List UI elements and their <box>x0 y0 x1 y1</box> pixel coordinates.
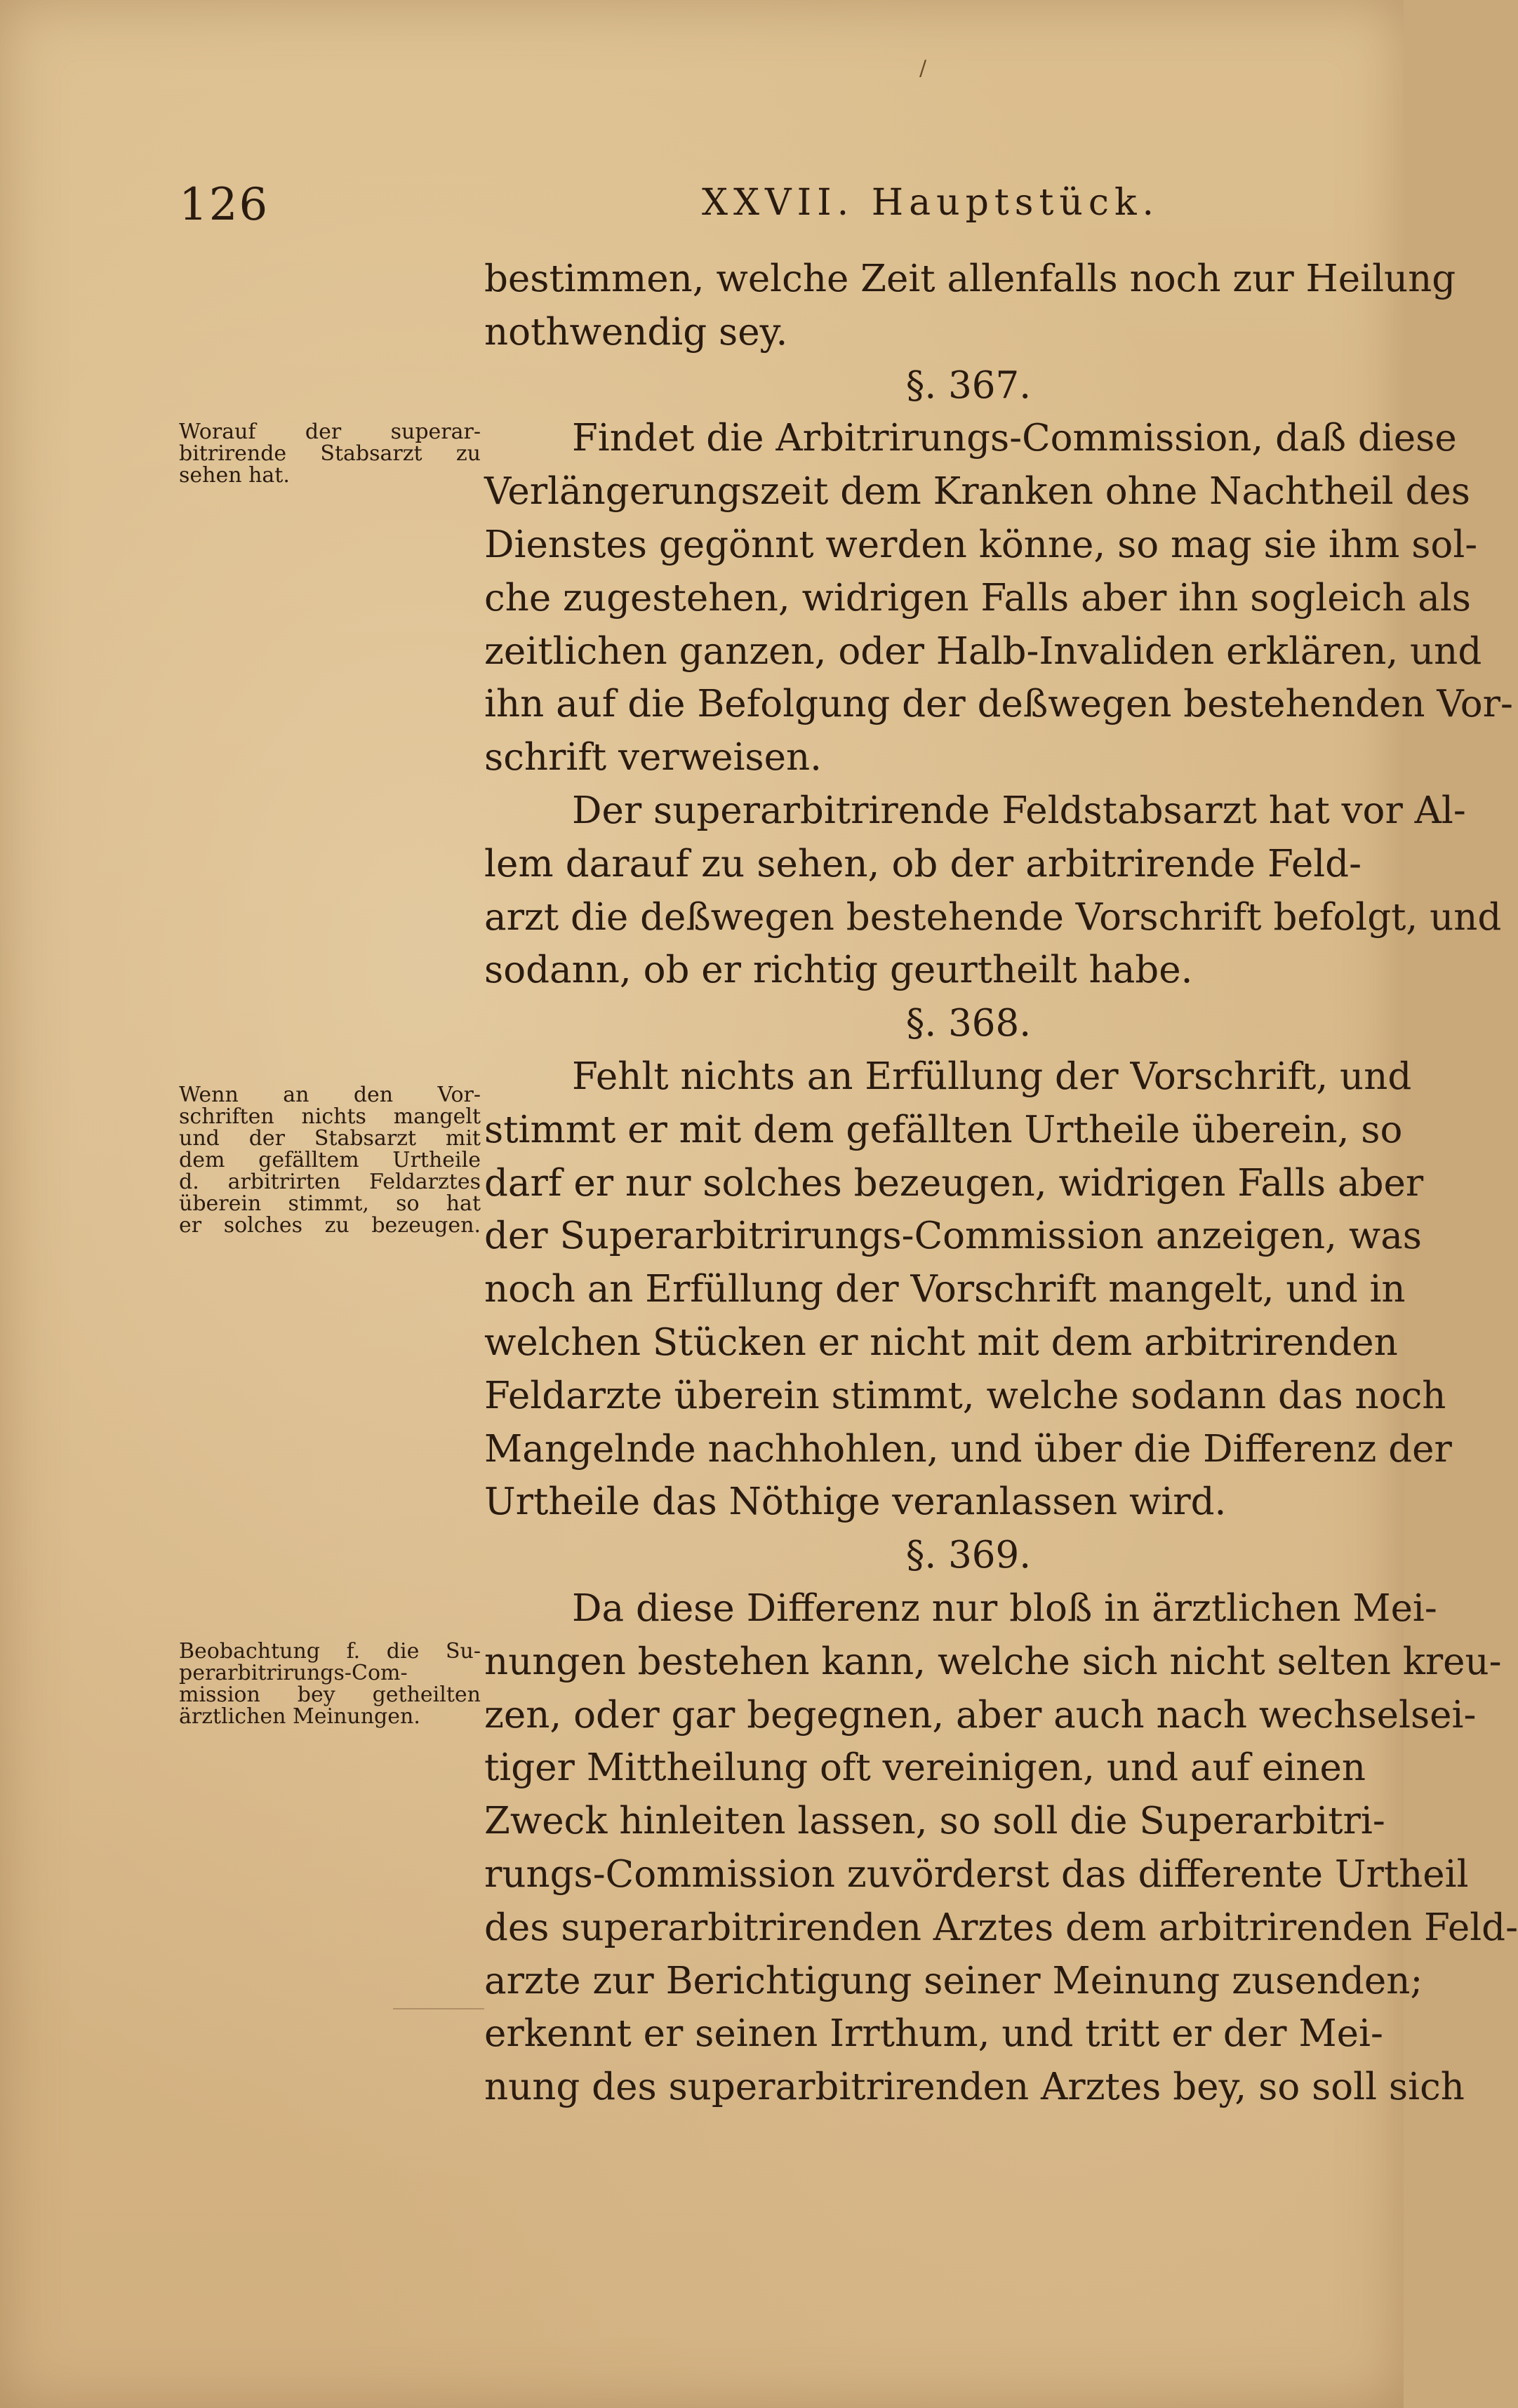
text-line: Fehlt nichts an Erfüllung der Vorschrift, und <box>572 1055 1412 1098</box>
text-line: schrift verweisen. <box>484 736 822 780</box>
text-line: arzt die deßwegen bestehende Vorschrift befolgt, und <box>484 895 1502 939</box>
text-line: zen, oder gar begegnen, aber auch nach wechselsei- <box>484 1693 1477 1737</box>
text-line: che zugestehen, widrigen Falls aber ihn sogleich als <box>484 576 1471 620</box>
margin-note-line: er solches zu bezeugen. <box>179 1213 481 1238</box>
ink-speck: / <box>919 56 927 81</box>
text-line: nung des superarbitrirenden Arztes bey, so soll sich <box>484 2066 1465 2109</box>
section-heading-369: §. 369. <box>905 1534 1032 1577</box>
margin-note-1 <box>179 421 481 486</box>
margin-note-line: überein stimmt, so hat <box>179 1191 481 1216</box>
text-line: zeitlichen ganzen, oder Halb-Invaliden erklären, und <box>484 629 1482 673</box>
text-line: bestimmen, welche Zeit allenfalls noch zur Heilung <box>484 257 1456 300</box>
text-line: Zweck hinleiten lassen, so soll die Superarbitri- <box>484 1800 1385 1843</box>
text-line: der Superarbitrirungs-Commission anzeigen, was <box>484 1215 1422 1258</box>
text-line: rungs-Commission zuvörderst das differente Urtheil <box>484 1852 1469 1896</box>
text-line: Mangelnde nachhohlen, und über die Differenz der <box>484 1427 1452 1471</box>
text-line: stimmt er mit dem gefällten Urtheile überein, so <box>484 1108 1403 1151</box>
text-line: noch an Erfüllung der Vorschrift mangelt, und in <box>484 1268 1406 1311</box>
margin-note-line: ärztlichen Meinungen. <box>179 1704 420 1729</box>
margin-underline-mark <box>393 2008 484 2009</box>
text-line: Verlängerungszeit dem Kranken ohne Nachtheil des <box>484 470 1470 514</box>
margin-note-2 <box>179 1084 481 1236</box>
main-text-block <box>484 253 1518 2114</box>
text-line: Findet die Arbitrirungs-Commission, daß diese <box>572 417 1457 460</box>
text-line: ihn auf die Befolgung der deßwegen bestehenden Vor- <box>484 683 1513 726</box>
margin-note-line: Worauf der superar- <box>179 420 481 444</box>
margin-note-line: Wenn an den Vor- <box>179 1083 481 1107</box>
margin-note-line: sehen hat. <box>179 463 290 488</box>
margin-note-line: d. arbitrirten Feldarztes <box>179 1170 481 1194</box>
text-line: sodann, ob er richtig geurtheilt habe. <box>484 949 1193 992</box>
page-number: 126 <box>179 179 269 231</box>
text-line: tiger Mittheilung oft vereinigen, und auf einen <box>484 1746 1366 1790</box>
text-line: des superarbitrirenden Arztes dem arbitrirenden Feld- <box>484 1906 1518 1949</box>
margin-note-line: perarbitrirungs-Com- <box>179 1661 408 1685</box>
margin-note-line: dem gefälltem Urtheile <box>179 1148 481 1172</box>
text-line: welchen Stücken er nicht mit dem arbitrirenden <box>484 1320 1398 1364</box>
margin-note-line: Beobachtung f. die Su- <box>179 1639 481 1664</box>
margin-note-line: mission bey getheilten <box>179 1683 481 1707</box>
margin-note-line: und der Stabsarzt mit <box>179 1126 481 1151</box>
margin-note-line: bitrirende Stabsarzt zu <box>179 441 481 466</box>
text-line: darf er nur solches bezeugen, widrigen Falls aber <box>484 1161 1424 1205</box>
page-header <box>0 179 1404 235</box>
text-line: Urtheile das Nöthige veranlassen wird. <box>484 1480 1227 1524</box>
section-heading-367: §. 367. <box>905 363 1032 407</box>
text-line: lem darauf zu sehen, ob der arbitrirende Feld- <box>484 842 1361 885</box>
margin-note-line: schriften nichts mangelt <box>179 1104 481 1129</box>
text-line: nungen bestehen kann, welche sich nicht selten kreu- <box>484 1640 1502 1683</box>
section-heading-368: §. 368. <box>905 1002 1032 1045</box>
text-line: erkennt er seinen Irrthum, und tritt er der Mei- <box>484 2012 1383 2056</box>
text-line: Dienstes gegönnt werden könne, so mag sie ihm sol- <box>484 523 1478 566</box>
running-head: XXVII. Hauptstück. <box>702 182 1159 224</box>
text-line: Der superarbitrirende Feldstabsarzt hat vor Al- <box>572 789 1466 832</box>
text-line: Feldarzte überein stimmt, welche sodann das noch <box>484 1374 1446 1417</box>
text-line: Da diese Differenz nur bloß in ärztlichen Mei- <box>572 1586 1437 1630</box>
text-line: arzte zur Berichtigung seiner Meinung zusenden; <box>484 1959 1423 2002</box>
margin-note-3 <box>179 1640 481 1727</box>
text-line: nothwendig sey. <box>484 310 788 354</box>
